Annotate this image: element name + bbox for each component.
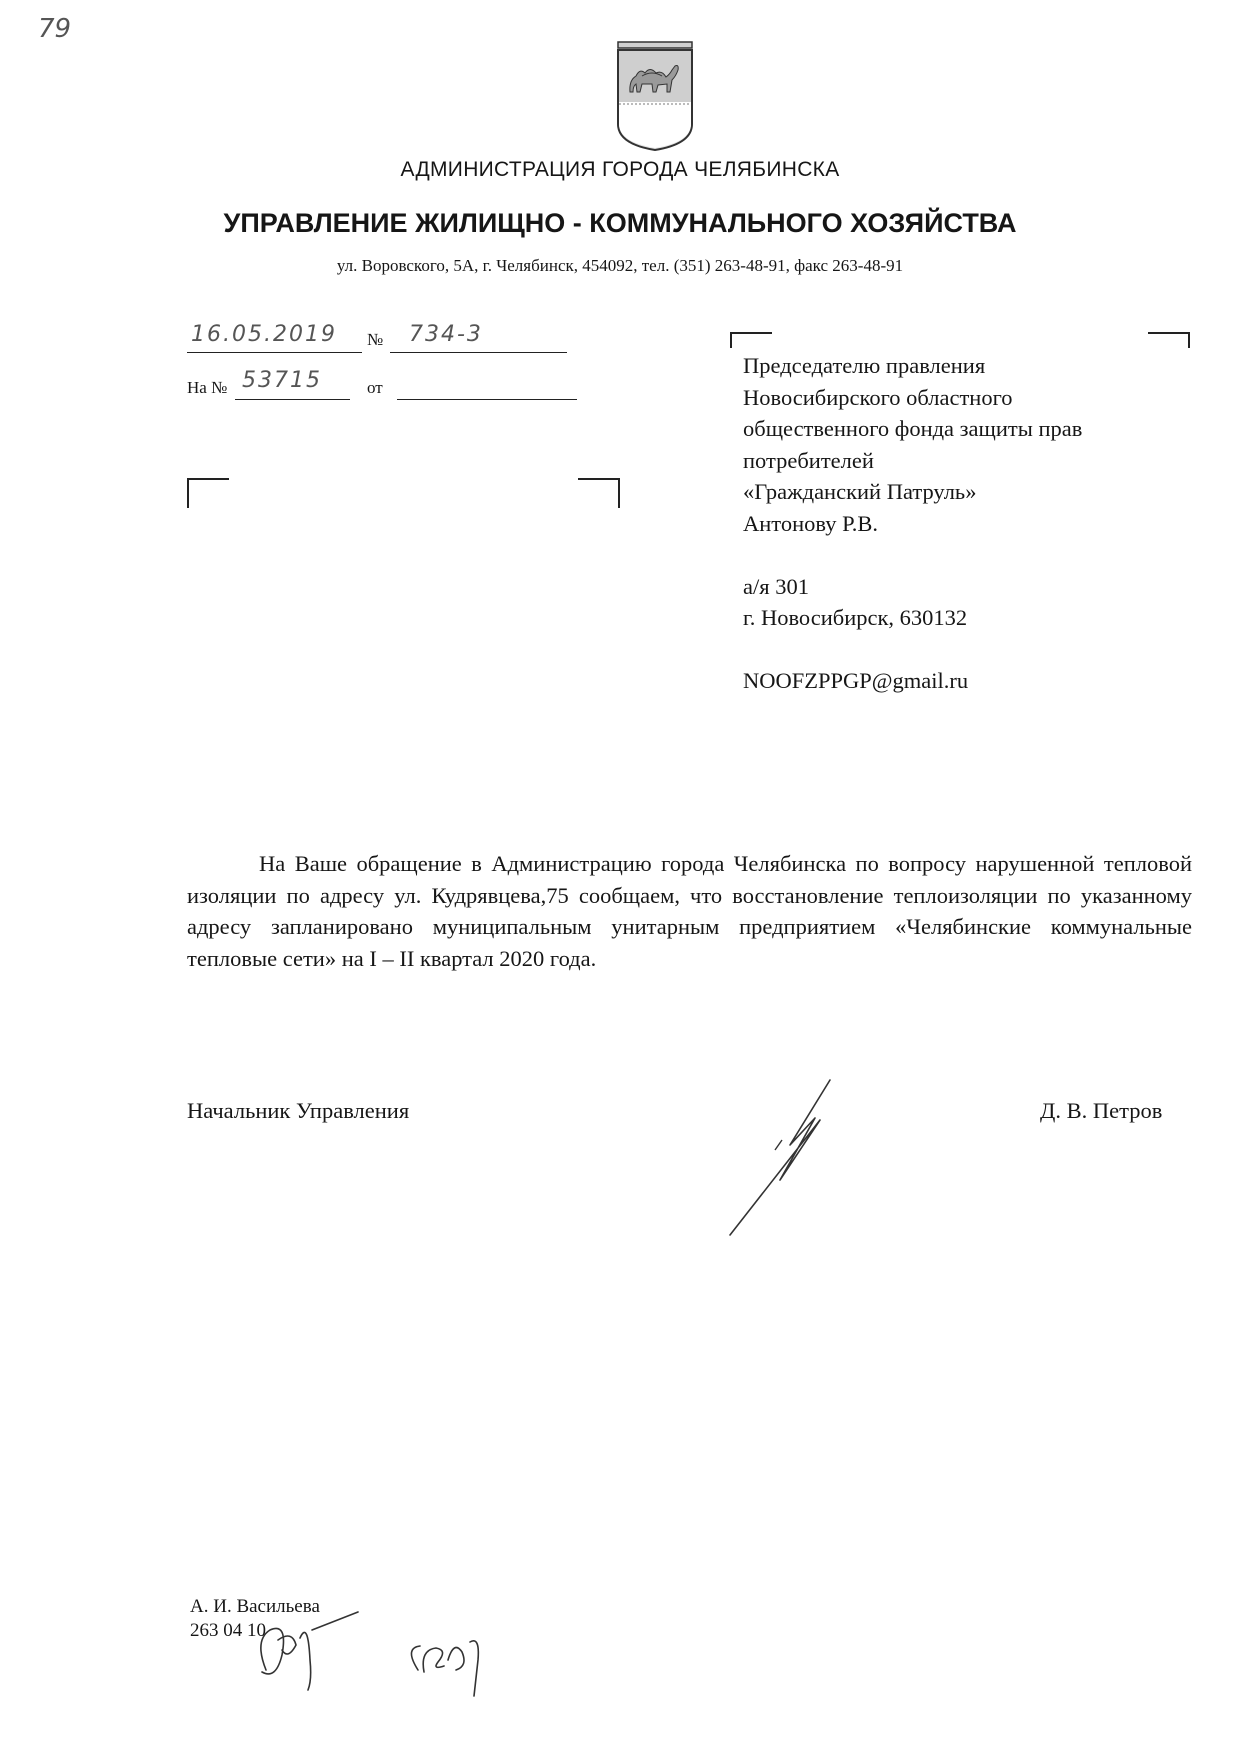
reply-number-label: На № [187,378,228,397]
signer-name: Д. В. Петров [1040,1098,1163,1123]
recipient-email: NOOFZPPGP@gmail.ru [743,668,969,693]
reply-number: 53715 [242,368,322,393]
handwritten-page-number: 79 [38,14,72,44]
left-block-corner-top-right [578,478,620,508]
outgoing-number: 734-3 [409,322,483,347]
recipient-city: г. Новосибирск, 630132 [743,605,968,630]
executor-name: А. И. Васильева [190,1596,320,1617]
administration-title: АДМИНИСТРАЦИЯ ГОРОДА ЧЕЛЯБИНСКА [400,158,840,181]
recipient-corner-top-left [730,332,772,348]
outgoing-registration [187,320,567,354]
recipient-line: Председателю правления [743,353,986,378]
coat-of-arms-emblem [612,40,698,152]
handwritten-signature [720,1070,860,1240]
recipient-line: Новосибирского областного [743,384,1013,410]
from-label: от [367,378,383,397]
department-address: ул. Воровского, 5А, г. Челябинск, 454092, тел. (351) 263-48-91, факс 263-48-91 [336,256,904,275]
reply-registration [187,368,577,406]
outgoing-date: 16.05.2019 [191,322,337,347]
department-title: УПРАВЛЕНИЕ ЖИЛИЩНО - КОММУНАЛЬНОГО ХОЗЯЙСТВА [223,208,1017,238]
signer-position: Начальник Управления [187,1098,410,1123]
number-label: № [367,330,384,349]
letter-body [187,848,1192,974]
recipient-line: общественного фонда защиты прав [743,416,1083,441]
handwritten-initials [248,1600,548,1700]
left-block-corner-top-left [187,478,229,508]
body-paragraph: На Ваше обращение в Администрацию города Челябинска по вопросу нарушенной тепловой изоляции по адресу ул. Кудрявцева,75 сообщаем, что восстановление теплоизоляции по указанному адресу запланировано муниципальным унитарным предприятием «Челябинские коммунальные тепловые сети» на I – II квартал 2020 года. [187,851,1192,971]
recipient-line: Антонову Р.В. [743,510,879,536]
recipient-line: потребителей [743,447,874,473]
recipient-block [743,350,1082,697]
recipient-line: «Гражданский Патруль» [743,479,977,504]
recipient-po-box: а/я 301 [743,573,809,599]
recipient-corner-top-right [1148,332,1190,348]
executor-phone: 263 04 10 [190,1620,266,1641]
